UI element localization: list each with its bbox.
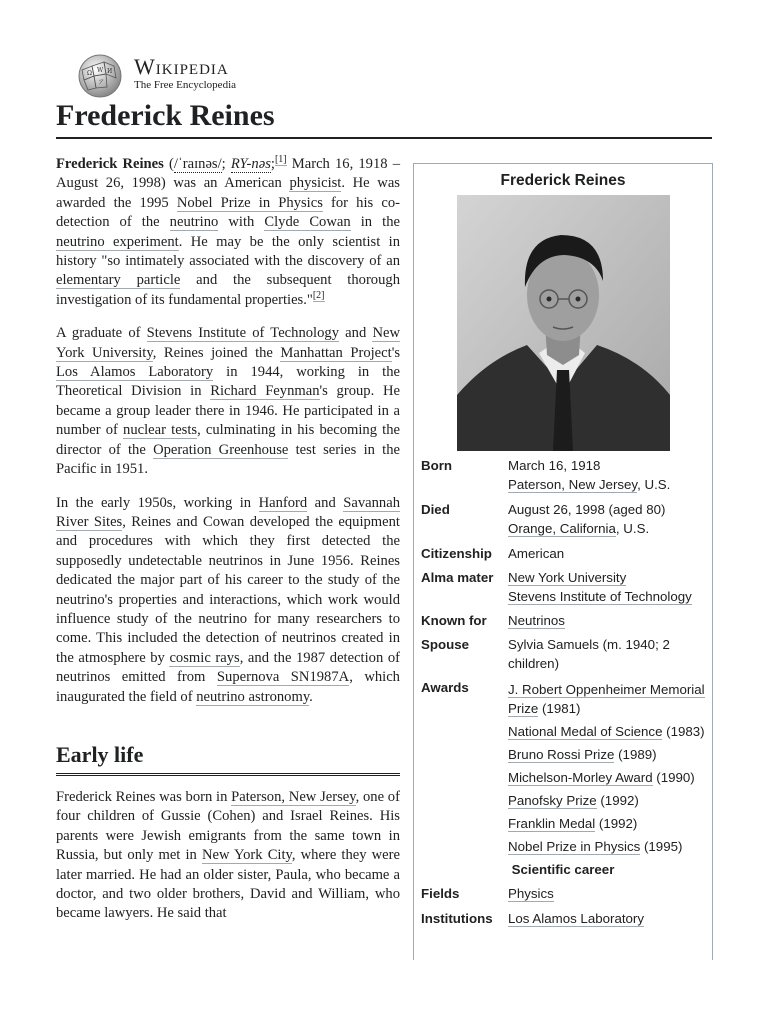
link-nobel-prize[interactable]: Nobel Prize in Physics xyxy=(176,194,323,211)
section-scientific-career: Scientific career xyxy=(511,862,615,877)
link-neutrinos[interactable]: Neutrinos xyxy=(508,613,565,628)
label-died: Died xyxy=(421,502,450,517)
link-new-york-city[interactable]: New York City xyxy=(201,847,292,864)
text: and xyxy=(339,325,373,342)
link-award[interactable]: Bruno Rossi Prize xyxy=(508,747,615,762)
label-institutions: Institutions xyxy=(421,911,493,926)
value-fields xyxy=(508,884,712,903)
award-year: (1989) xyxy=(614,747,657,762)
text: in the xyxy=(350,214,400,231)
value-born xyxy=(508,456,712,494)
text: , Reines joined the xyxy=(152,344,281,361)
link-award[interactable]: National Medal of Science xyxy=(508,724,663,739)
award-item xyxy=(508,791,706,810)
link-alma-stevens[interactable]: Stevens Institute of Technology xyxy=(508,589,692,604)
link-neutrino-experiment[interactable]: neutrino experiment xyxy=(56,233,179,250)
paragraph-career xyxy=(56,324,400,479)
text: and the subsequent thorough investigation of its fundamental properties." xyxy=(56,272,400,308)
paragraph-research xyxy=(56,494,400,707)
text: In the early 1950s, working in xyxy=(56,494,259,511)
row-awards xyxy=(414,678,712,856)
svg-text:ア: ア xyxy=(98,79,105,86)
link-los-alamos-laboratory[interactable]: Los Alamos Laboratory xyxy=(508,911,645,926)
row-born xyxy=(414,456,712,494)
row-known-for xyxy=(414,611,712,630)
text: , and the 1987 detection of neutrinos emitted from xyxy=(56,649,401,686)
link-cosmic-rays[interactable]: cosmic rays xyxy=(169,649,240,666)
respelling[interactable]: RY-nəs xyxy=(230,156,271,172)
link-feynman[interactable]: Richard Feynman xyxy=(210,383,320,400)
wikipedia-wordmark[interactable] xyxy=(134,55,236,91)
row-spouse xyxy=(414,635,712,673)
text: in 1944, working in the Theoretical Division in xyxy=(56,364,400,400)
award-year: (1990) xyxy=(652,770,695,785)
page-title: Frederick Reines xyxy=(56,96,712,139)
award-year: (1981) xyxy=(538,701,581,716)
died-date: August 26, 1998 (aged 80) xyxy=(508,502,666,517)
award-year: (1992) xyxy=(596,793,639,808)
link-physics[interactable]: Physics xyxy=(508,886,554,901)
link-hanford[interactable]: Hanford xyxy=(258,494,308,511)
row-institutions xyxy=(414,909,712,928)
link-elementary-particle[interactable]: elementary particle xyxy=(56,272,181,289)
value-institutions xyxy=(508,909,712,928)
text: test series in the Pacific in 1951. xyxy=(56,441,400,478)
link-award[interactable]: Michelson-Morley Award xyxy=(508,770,653,785)
article-body xyxy=(56,155,400,938)
text: . xyxy=(309,688,313,705)
link-neutrino[interactable]: neutrino xyxy=(169,214,219,231)
award-year: (1992) xyxy=(595,816,638,831)
text: 's group. He became a group leader there in 1946. He participated in a number of xyxy=(56,383,400,439)
link-stevens[interactable]: Stevens Institute of Technology xyxy=(146,325,339,342)
svg-text:W: W xyxy=(97,67,104,74)
row-died xyxy=(414,500,712,538)
value-died xyxy=(508,500,712,538)
link-nuclear-tests[interactable]: nuclear tests xyxy=(123,422,198,439)
text: for his co-detection of the xyxy=(56,194,400,231)
award-item xyxy=(508,745,706,764)
text: , culminating in his becoming the director of the xyxy=(56,422,400,458)
award-item xyxy=(508,768,706,787)
text: , where they were later married. He had an older sister, Paula, who became a doctor, and two older brothers, David and William, who became lawyers. He said that xyxy=(56,847,400,922)
link-supernova[interactable]: Supernova SN1987A xyxy=(216,669,350,686)
reference-2[interactable]: [2] xyxy=(312,289,325,301)
text: March 16, 1918 – August 26, 1998) was an American xyxy=(56,156,400,192)
link-alma-nyu[interactable]: New York University xyxy=(508,570,627,585)
row-citizenship xyxy=(414,544,712,563)
link-savannah-river[interactable]: Savannah River Sites xyxy=(56,494,400,530)
award-year: (1983) xyxy=(662,724,705,739)
reference-1[interactable]: [1] xyxy=(274,154,287,166)
value-awards xyxy=(508,678,712,856)
text: 's xyxy=(391,344,400,361)
link-award[interactable]: Panofsky Prize xyxy=(508,793,597,808)
value-alma-mater xyxy=(508,568,712,606)
text: . He was awarded the 1995 xyxy=(56,175,400,211)
svg-text:И: И xyxy=(107,68,113,75)
born-date: March 16, 1918 xyxy=(508,458,601,473)
paragraph-early-life xyxy=(56,788,400,924)
infobox-title: Frederick Reines xyxy=(500,172,626,189)
link-award[interactable]: J. Robert Oppenheimer Memorial Prize xyxy=(508,682,705,716)
wordmark-title: Wikipedia xyxy=(134,54,229,79)
link-died-place[interactable]: Orange, California xyxy=(508,521,616,536)
award-item xyxy=(508,814,706,833)
section-heading-early-life: Early life xyxy=(56,741,400,776)
text: with xyxy=(218,214,265,231)
award-item xyxy=(508,680,706,718)
value-spouse: Sylvia Samuels (m. 1940; 2 children) xyxy=(508,637,670,671)
lead-paragraph: Frederick Reines (/ˈraɪnəs/; RY-nəs;[1] March 16, 1918 – August 26, 1998) was an American physicist. He was awarded the 1995 Nobel Prize in Physics for his co-detection of the neutrino with Clyde Cowan in the neutrino experiment. He may be the only scientist in history "so intimately associated with the discovery of an elementary particle and the subsequent thorough investigation of its fundamental properties."[2] xyxy=(56,154,400,308)
label-born: Born xyxy=(421,458,453,473)
link-neutrino-astronomy[interactable]: neutrino astronomy xyxy=(196,688,310,705)
link-award[interactable]: Franklin Medal xyxy=(508,816,596,831)
infobox xyxy=(413,163,713,960)
text: , which inaugurated the field of xyxy=(56,669,400,705)
award-item xyxy=(508,722,706,741)
link-born-place[interactable]: Paterson, New Jersey xyxy=(508,477,638,492)
text: Frederick Reines was born in xyxy=(56,788,232,805)
label-spouse: Spouse xyxy=(421,637,470,652)
infobox-rows xyxy=(414,456,712,928)
wordmark-tagline: The Free Encyclopedia xyxy=(134,79,237,91)
label-alma-mater: Alma mater xyxy=(421,570,494,585)
label-fields: Fields xyxy=(421,886,460,901)
subject-name: Frederick Reines xyxy=(56,156,164,172)
portrait-photo[interactable] xyxy=(457,195,670,451)
link-los-alamos[interactable]: Los Alamos Laboratory xyxy=(56,364,214,381)
award-year: (1995) xyxy=(640,839,683,854)
link-nyu[interactable]: New York University xyxy=(56,325,400,361)
died-country: , U.S. xyxy=(615,521,650,536)
text: , Reines and Cowan developed the equipment and procedures with which they first detected the supposedly undetectable neutrinos in June 1956. Reines dedicated the major part of his career to the study of the neutrino's properties and interactions, which work would influence study of the neutrino for many researchers to come. This included the detection of neutrinos created in the atmosphere by xyxy=(56,513,400,666)
value-citizenship: American xyxy=(508,546,565,561)
born-country: , U.S. xyxy=(637,477,671,492)
text: A graduate of xyxy=(56,325,147,342)
ipa-pronunciation[interactable]: /ˈraɪnəs/ xyxy=(173,156,222,172)
text: . He may be the only scientist in history "so intimately associated with the discovery of an xyxy=(56,233,400,270)
text: and xyxy=(307,494,344,511)
label-known-for: Known for xyxy=(421,613,487,628)
label-awards: Awards xyxy=(421,680,469,695)
text: , one of four children of Gussie (Cohen) and Israel Reines. His parents were Jewish emigrants from the same town in Russia, but only met in xyxy=(56,788,400,864)
award-item xyxy=(508,837,706,856)
wikipedia-globe-logo[interactable] xyxy=(74,52,126,98)
svg-text:Ω: Ω xyxy=(87,70,92,77)
label-citizenship: Citizenship xyxy=(421,546,492,561)
value-known-for xyxy=(508,611,712,630)
link-manhattan-project[interactable]: Manhattan Project xyxy=(280,344,392,361)
row-alma-mater xyxy=(414,568,712,606)
link-award[interactable]: Nobel Prize in Physics xyxy=(508,839,641,854)
link-physicist[interactable]: physicist xyxy=(289,175,342,192)
link-paterson[interactable]: Paterson, New Jersey xyxy=(231,788,356,805)
link-operation-greenhouse[interactable]: Operation Greenhouse xyxy=(153,441,289,458)
row-fields xyxy=(414,884,712,903)
link-clyde-cowan[interactable]: Clyde Cowan xyxy=(264,214,351,231)
